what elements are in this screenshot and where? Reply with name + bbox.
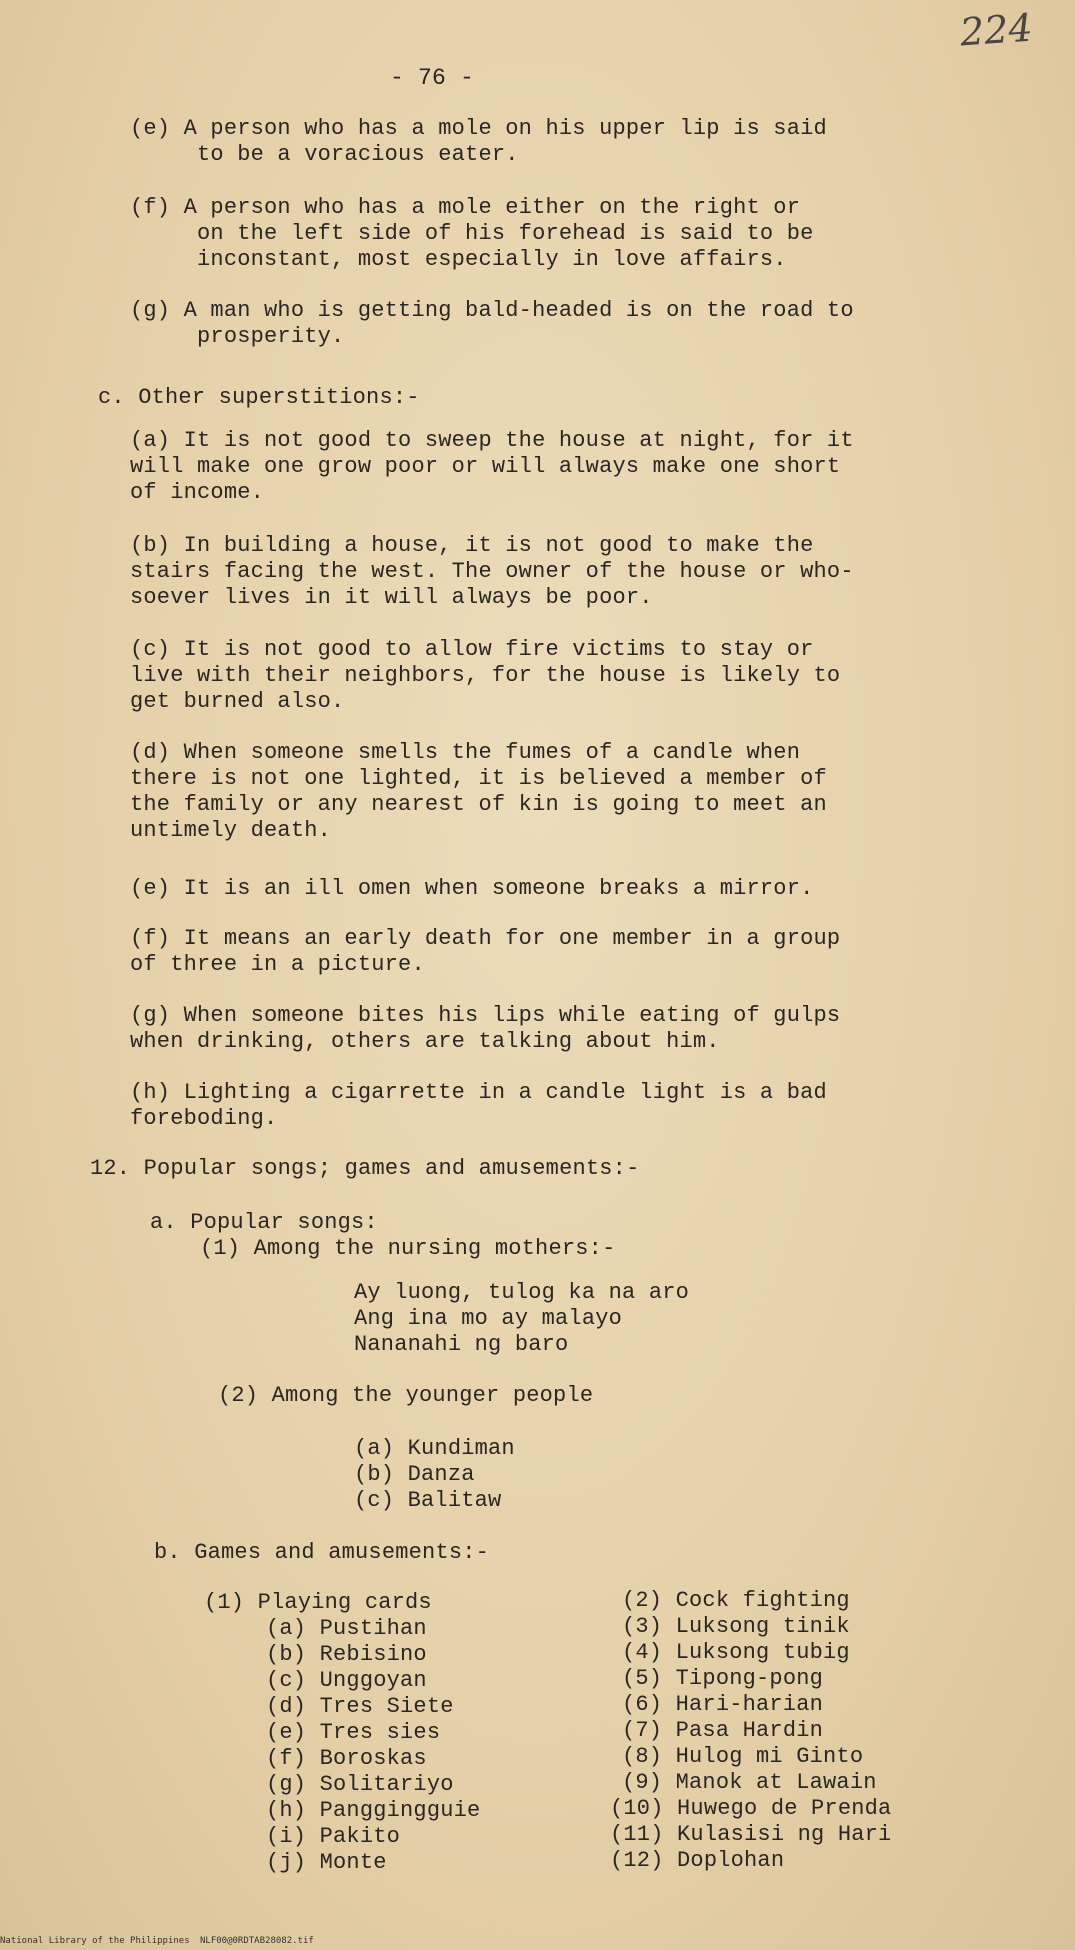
text-line: the family or any nearest of kin is going to meet an	[130, 792, 827, 817]
text-line: get burned also.	[130, 689, 345, 714]
text-line: (e) It is an ill omen when someone breaks a mirror.	[130, 876, 814, 901]
card-game-item: (e) Tres sies	[266, 1720, 441, 1745]
footer-library: National Library of the Philippines	[0, 1936, 190, 1946]
text-line: prosperity.	[130, 324, 345, 349]
superstition-a	[130, 428, 854, 506]
superstition-b	[130, 533, 854, 611]
game-item: (4) Luksong tubig	[622, 1640, 850, 1665]
game-item: (9) Manok at Lawain	[622, 1770, 877, 1795]
text-line: stairs facing the west. The owner of the house or who-	[130, 559, 854, 584]
text-line: inconstant, most especially in love affairs.	[130, 247, 787, 272]
game-item: (7) Pasa Hardin	[622, 1718, 824, 1743]
games-heading: b. Games and amusements:-	[154, 1540, 490, 1565]
text-line: there is not one lighted, it is believed a member of	[130, 766, 827, 791]
younger-songs-list	[354, 1436, 515, 1514]
superstition-d	[130, 740, 827, 844]
text-line: live with their neighbors, for the house is likely to	[130, 663, 841, 688]
lullaby-lines	[354, 1280, 689, 1358]
text-line: (g) When someone bites his lips while eating of gulps	[130, 1003, 841, 1028]
song-item: (c) Balitaw	[354, 1488, 502, 1513]
text-line: untimely death.	[130, 818, 332, 843]
lullaby-line: Ang ina mo ay malayo	[354, 1306, 623, 1331]
superstition-h	[130, 1080, 827, 1132]
playing-cards-list	[266, 1616, 480, 1876]
superstition-e	[130, 876, 814, 902]
text-line: when drinking, others are talking about him.	[130, 1029, 720, 1054]
item-g-bald	[130, 298, 854, 350]
text-line: to be a voracious eater.	[130, 142, 519, 167]
superstition-c	[130, 637, 840, 715]
text-line: (g) A man who is getting bald-headed is on the road to	[130, 298, 854, 323]
text-line: (b) In building a house, it is not good to make the	[130, 533, 814, 558]
games-right-column-tail	[610, 1796, 891, 1874]
text-line: on the left side of his forehead is said to be	[130, 221, 814, 246]
game-item: (10) Huwego de Prenda	[610, 1796, 892, 1821]
item-e-mole-lip	[130, 116, 827, 168]
card-game-item: (j) Monte	[266, 1850, 387, 1875]
text-line: (a) It is not good to sweep the house at night, for it	[130, 428, 854, 453]
card-game-item: (b) Rebisino	[266, 1642, 427, 1667]
text-line: (c) It is not good to allow fire victims to stay or	[130, 637, 814, 662]
superstition-f	[130, 926, 840, 978]
card-game-item: (c) Unggoyan	[266, 1668, 427, 1693]
footer-filename: NLF00@0RDTAB28082.tif	[200, 1936, 314, 1946]
game-item: (12) Doplohan	[610, 1848, 785, 1873]
text-line: soever lives in it will always be poor.	[130, 585, 653, 610]
text-line: (f) A person who has a mole either on the right or	[130, 195, 801, 220]
text-line: (h) Lighting a cigarrette in a candle light is a bad	[130, 1080, 827, 1105]
card-game-item: (f) Boroskas	[266, 1746, 427, 1771]
page-number: - 76 -	[390, 65, 475, 91]
lullaby-line: Nananahi ng baro	[354, 1332, 569, 1357]
younger-people-heading: (2) Among the younger people	[218, 1383, 594, 1408]
card-game-item: (g) Solitariyo	[266, 1772, 454, 1797]
text-line: will make one grow poor or will always make one short	[130, 454, 841, 479]
folio-number: 224	[959, 5, 1035, 55]
scan-footer	[0, 1936, 314, 1946]
superstition-g	[130, 1003, 840, 1055]
game-item: (11) Kulasisi ng Hari	[610, 1822, 892, 1847]
card-game-item: (d) Tres Siete	[266, 1694, 454, 1719]
nursing-mothers-heading: (1) Among the nursing mothers:-	[200, 1236, 616, 1261]
game-item: (2) Cock fighting	[622, 1588, 850, 1613]
lullaby-line: Ay luong, tulog ka na aro	[354, 1280, 690, 1305]
game-item: (3) Luksong tinik	[622, 1614, 850, 1639]
text-line: (f) It means an early death for one member in a group	[130, 926, 841, 951]
song-item: (b) Danza	[354, 1462, 475, 1487]
game-item: (6) Hari-harian	[622, 1692, 824, 1717]
text-line: (d) When someone smells the fumes of a candle when	[130, 740, 801, 765]
playing-cards-heading: (1) Playing cards	[204, 1590, 432, 1615]
text-line: (e) A person who has a mole on his upper lip is said	[130, 116, 827, 141]
card-game-item: (i) Pakito	[266, 1824, 401, 1849]
text-line: of income.	[130, 480, 265, 505]
song-item: (a) Kundiman	[354, 1436, 515, 1461]
card-game-item: (a) Pustihan	[266, 1616, 427, 1641]
item-f-mole-forehead	[130, 195, 814, 273]
section-12-heading: 12. Popular songs; games and amusements:-	[90, 1156, 640, 1181]
card-game-item: (h) Panggingguie	[266, 1798, 481, 1823]
popular-songs-heading: a. Popular songs:	[150, 1210, 378, 1235]
section-c-heading: c. Other superstitions:-	[98, 385, 420, 410]
text-line: foreboding.	[130, 1106, 278, 1131]
game-item: (8) Hulog mi Ginto	[622, 1744, 864, 1769]
games-right-column	[622, 1588, 877, 1796]
text-line: of three in a picture.	[130, 952, 425, 977]
game-item: (5) Tipong-pong	[622, 1666, 824, 1691]
